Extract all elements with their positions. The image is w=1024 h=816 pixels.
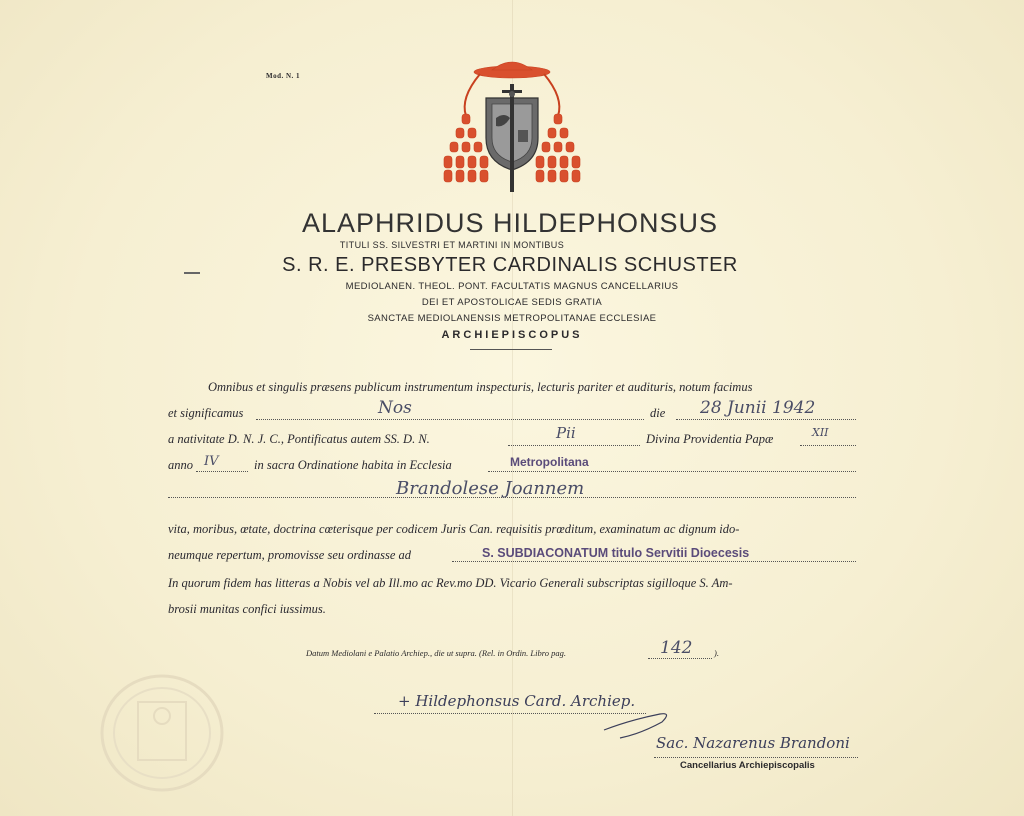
chancellor-signature-line [654, 757, 858, 758]
cardinal-coat-of-arms-icon [440, 58, 584, 194]
anno-handwritten: IV [204, 454, 219, 469]
datum-line: Datum Mediolani e Palatio Archiep., die ut supra. (Rel. in Ordin. Libro pag. [306, 648, 567, 658]
anno-field-line [196, 471, 248, 472]
anno-label: anno [168, 458, 193, 472]
body-vita: vita, moribus, œtate, doctrina cœterisque per codicem Juris Can. requisitis prœditum, examinatum ac dignum ido- [168, 522, 740, 536]
ecclesia-field-line [488, 471, 856, 472]
in-sacra-label: in sacra Ordinatione habita in Ecclesia [254, 458, 452, 472]
order-stamp: S. SUBDIACONATUM titulo Servitii Dioecesis [482, 546, 750, 560]
body-brosii: brosii munitas confici iussimus. [168, 602, 326, 616]
date-field-line [676, 419, 856, 420]
header-archiepiscopus: ARCHIEPISCOPUS [441, 329, 583, 341]
chancellor-signature: Sac. Nazarenus Brandoni [656, 734, 850, 752]
embossed-seal-icon [98, 672, 226, 794]
papae-number-line [800, 445, 856, 446]
header-line-3: SANCTAE MEDIOLANENSIS METROPOLITANAE ECCLESIAE [367, 313, 657, 324]
form-number: Mod. N. 1 [266, 72, 301, 80]
nos-field-line [256, 419, 644, 420]
et-significamus-label: et significamus [168, 406, 244, 420]
chancellor-title: Cancellarius Archiepiscopalis [680, 760, 815, 771]
tituli-line: TITULI SS. SILVESTRI ET MARTINI IN MONTIBUS [339, 240, 565, 250]
die-label: die [650, 406, 666, 420]
datum-close: ). [714, 648, 719, 658]
nos-handwritten: Nos [378, 398, 412, 418]
ecclesia-stamp: Metropolitana [510, 455, 589, 469]
body-intro: Omnibus et singulis præsens publicum instrumentum inspecturis, lecturis pariter et audituris, notum facimus [208, 380, 753, 394]
cardinal-signature: + Hildephonsus Card. Archiep. [398, 692, 636, 710]
page-handwritten: 142 [660, 638, 693, 658]
a-nativitate-label: a nativitate D. N. J. C., Pontificatus autem SS. D. N. [168, 432, 430, 446]
body-neumque: neumque repertum, promovisse seu ordinasse ad [168, 548, 412, 562]
header-line-2: DEI ET APOSTOLICAE SEDIS GRATIA [421, 297, 603, 308]
xii-handwritten: XII [812, 426, 829, 439]
archbishop-name: ALAPHRIDUS HILDEPHONSUS [301, 208, 719, 238]
date-handwritten: 28 Junii 1942 [700, 398, 816, 418]
page-field-line [648, 658, 712, 659]
order-field-line [452, 561, 856, 562]
cardinal-title: S. R. E. PRESBYTER CARDINALIS SCHUSTER [282, 254, 738, 276]
divina-label: Divina Providentia Papæ [646, 432, 774, 446]
header-line-1: MEDIOLANEN. THEOL. PONT. FACULTATIS MAGNUS CANCELLARIUS [345, 281, 679, 292]
pope-field-line [508, 445, 640, 446]
header-rule [470, 349, 552, 350]
ordinand-handwritten: Brandolese Joannem [396, 478, 585, 499]
body-in-quorum: In quorum fidem has litteras a Nobis vel ab Ill.mo ac Rev.mo DD. Vicario Generali subscriptas sigilloque S. Am- [168, 576, 733, 590]
pii-handwritten: Pii [556, 424, 576, 442]
